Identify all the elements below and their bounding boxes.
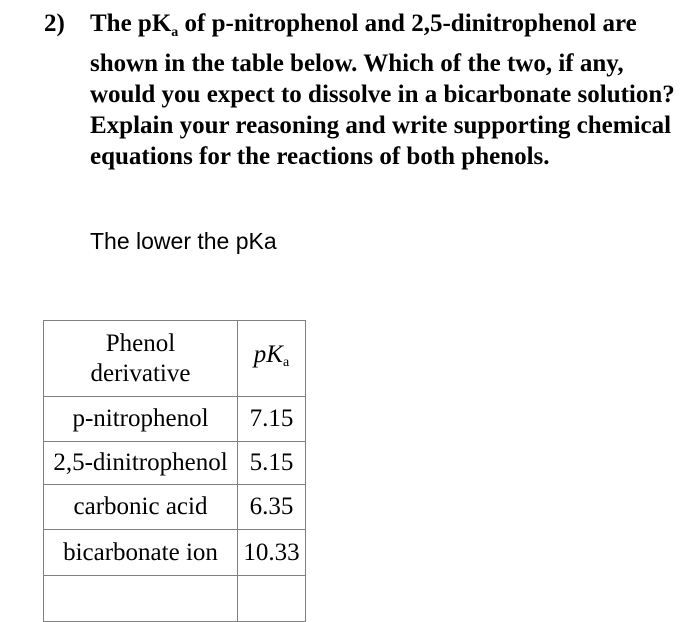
empty-cell xyxy=(44,576,238,622)
question-number: 2) xyxy=(44,10,65,37)
row-name: p-nitrophenol xyxy=(44,397,238,442)
row-name: carbonic acid xyxy=(44,485,238,530)
table-row xyxy=(44,485,306,530)
header-pka-main: pK xyxy=(253,340,283,368)
question-text-rest: of p-nitrophenol and 2,5-dinitrophenol are shown in the table below. Which of the two, if any, would you expect to dissolve in a bicarbonate solution? Explain your reasoning and write supporting chemical equations for the reactions of both phenols. xyxy=(90,10,675,170)
header-pka xyxy=(238,321,306,397)
question-block xyxy=(44,8,684,172)
header-phenol-line2: derivative xyxy=(90,359,191,387)
row-name: 2,5-dinitrophenol xyxy=(44,442,238,485)
pka-table xyxy=(43,320,306,622)
table-row xyxy=(44,530,306,576)
row-pka: 7.15 xyxy=(238,397,306,442)
row-pka: 6.35 xyxy=(238,485,306,530)
row-pka: 10.33 xyxy=(238,530,306,576)
row-name: bicarbonate ion xyxy=(44,530,238,576)
question-text xyxy=(90,8,684,172)
answer-text: The lower the pKa xyxy=(90,228,277,254)
table-header-row xyxy=(44,321,306,397)
header-pka-subscript: a xyxy=(282,354,290,370)
question-text-start: The pK xyxy=(90,10,172,37)
table-row xyxy=(44,442,306,485)
header-phenol-derivative xyxy=(44,321,238,397)
row-pka: 5.15 xyxy=(238,442,306,485)
table-row xyxy=(44,397,306,442)
table-row-empty xyxy=(44,576,306,622)
question-pka-subscript: a xyxy=(171,25,179,40)
header-phenol-line1: Phenol xyxy=(105,329,176,357)
empty-cell xyxy=(238,576,306,622)
